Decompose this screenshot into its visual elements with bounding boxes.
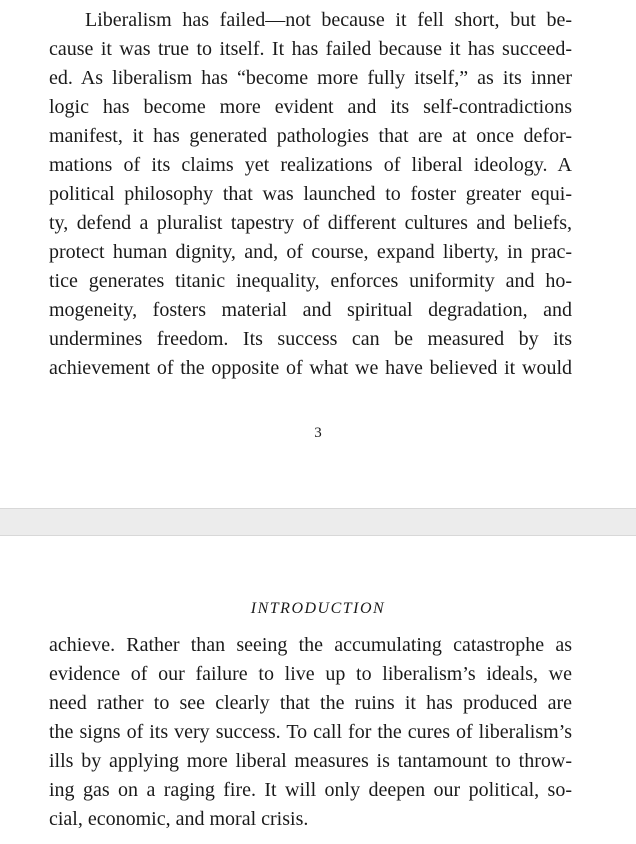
text-line: protect human dignity, and, of course, expand liberty, in prac-	[49, 241, 572, 263]
page-separator	[0, 508, 636, 536]
text-line: undermines freedom. Its success can be measured by its	[49, 328, 572, 350]
text-line: mations of its claims yet realizations of liberal ideology. A	[49, 154, 572, 176]
text-line: Liberalism has failed—not because it fell short, but be-	[85, 9, 572, 31]
text-line: ills by applying more liberal measures is tantamount to throw-	[49, 750, 572, 772]
paragraph-text	[49, 631, 572, 834]
text-line: need rather to see clearly that the ruins it has produced are	[49, 692, 572, 714]
text-line: ed. As liberalism has “become more fully itself,” as its inner	[49, 67, 572, 89]
text-line: ing gas on a raging fire. It will only deepen our political, so-	[49, 779, 572, 801]
running-head: INTRODUCTION	[250, 600, 386, 617]
text-line: cause it was true to itself. It has failed because it has succeed-	[49, 38, 572, 60]
text-line: achieve. Rather than seeing the accumulating catastrophe as	[49, 634, 572, 656]
text-line: the signs of its very success. To call for the cures of liberalism’s	[49, 721, 572, 743]
page-number: 3	[314, 425, 322, 441]
text-line: manifest, it has generated pathologies that are at once defor-	[49, 125, 572, 147]
text-line: cial, economic, and moral crisis.	[49, 808, 309, 830]
book-page-bottom	[0, 536, 636, 844]
paragraph-text	[49, 6, 572, 383]
text-line: achievement of the opposite of what we have believed it would	[49, 357, 572, 379]
text-line: mogeneity, fosters material and spiritual degradation, and	[49, 299, 572, 321]
text-line: ty, defend a pluralist tapestry of different cultures and beliefs,	[49, 212, 572, 234]
text-line: logic has become more evident and its self-contradictions	[49, 96, 572, 118]
text-line: political philosophy that was launched to foster greater equi-	[49, 183, 572, 205]
text-line: tice generates titanic inequality, enforces uniformity and ho-	[49, 270, 572, 292]
text-line: evidence of our failure to live up to liberalism’s ideals, we	[49, 663, 572, 685]
